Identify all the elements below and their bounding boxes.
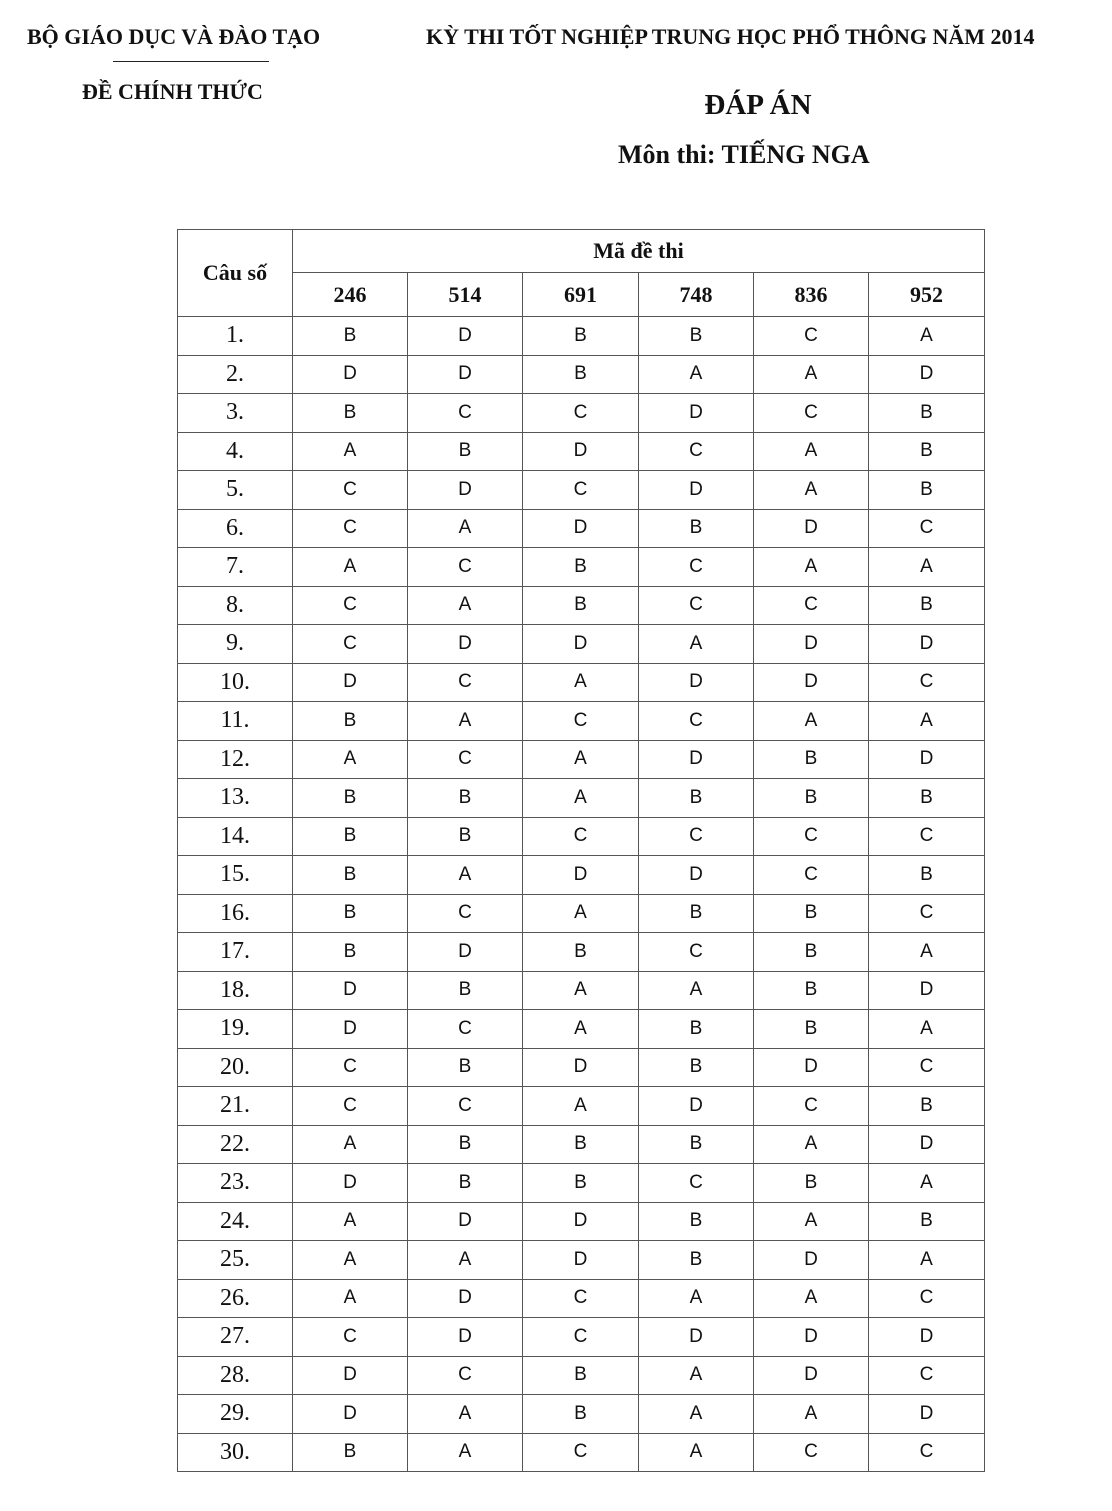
exam-code-952: 952 [869, 273, 985, 317]
question-number: 17. [178, 933, 293, 972]
answer-cell: A [869, 317, 985, 356]
answer-cell: A [639, 355, 754, 394]
answer-cell: A [639, 1433, 754, 1472]
answer-cell: D [408, 355, 523, 394]
table-row [178, 933, 985, 972]
table-row [178, 471, 985, 510]
question-number: 13. [178, 779, 293, 818]
answer-cell: C [639, 702, 754, 741]
answer-cell: B [408, 1125, 523, 1164]
answer-cell: C [293, 586, 408, 625]
answer-cell: D [869, 1318, 985, 1357]
answer-cell: A [639, 1279, 754, 1318]
answer-cell: C [869, 1356, 985, 1395]
answer-cell: D [639, 1318, 754, 1357]
answer-cell: B [408, 971, 523, 1010]
answer-cell: A [639, 1395, 754, 1434]
answer-cell: D [754, 663, 869, 702]
answer-cell: A [869, 548, 985, 587]
answer-cell: A [754, 1125, 869, 1164]
answer-cell: A [869, 1164, 985, 1203]
answer-cell: C [639, 548, 754, 587]
question-number: 1. [178, 317, 293, 356]
answer-cell: A [293, 1279, 408, 1318]
answer-cell: D [523, 509, 639, 548]
answer-cell: C [869, 509, 985, 548]
answer-cell: B [869, 586, 985, 625]
answer-cell: D [754, 1318, 869, 1357]
answer-cell: D [293, 1164, 408, 1203]
answer-cell: B [293, 894, 408, 933]
answer-cell: C [293, 509, 408, 548]
answer-cell: B [523, 1164, 639, 1203]
question-number: 26. [178, 1279, 293, 1318]
exam-code-514: 514 [408, 273, 523, 317]
answer-cell: A [523, 894, 639, 933]
question-number: 15. [178, 856, 293, 895]
answer-cell: C [869, 663, 985, 702]
exam-code-246: 246 [293, 273, 408, 317]
answer-cell: D [408, 1279, 523, 1318]
answer-cell: D [869, 971, 985, 1010]
answer-cell: B [523, 586, 639, 625]
answer-cell: A [408, 702, 523, 741]
answer-cell: D [639, 740, 754, 779]
question-number: 2. [178, 355, 293, 394]
answer-cell: C [639, 586, 754, 625]
answer-cell: B [523, 355, 639, 394]
answer-cell: C [408, 740, 523, 779]
table-row [178, 432, 985, 471]
table-row [178, 1241, 985, 1280]
answer-cell: C [754, 317, 869, 356]
answer-cell: B [293, 317, 408, 356]
subject-line [618, 140, 870, 170]
answer-cell: C [754, 1087, 869, 1126]
question-number: 21. [178, 1087, 293, 1126]
answer-cell: D [869, 1395, 985, 1434]
answer-cell: B [869, 856, 985, 895]
official-label: ĐỀ CHÍNH THỨC [82, 79, 263, 104]
table-row [178, 740, 985, 779]
answer-cell: C [408, 894, 523, 933]
answer-cell: B [639, 779, 754, 818]
answer-cell: B [408, 432, 523, 471]
answer-cell: C [408, 1356, 523, 1395]
table-row [178, 856, 985, 895]
answer-cell: B [639, 1202, 754, 1241]
question-number: 12. [178, 740, 293, 779]
answer-cell: C [408, 1087, 523, 1126]
table-row [178, 1125, 985, 1164]
answer-cell: C [523, 1318, 639, 1357]
answer-cell: A [408, 509, 523, 548]
table-row [178, 1318, 985, 1357]
answer-cell: C [523, 394, 639, 433]
answer-cell: D [754, 1048, 869, 1087]
ministry-underline [113, 61, 269, 62]
exam-title: KỲ THI TỐT NGHIỆP TRUNG HỌC PHỔ THÔNG NĂM 2014 [426, 24, 1035, 49]
answer-cell: A [293, 1125, 408, 1164]
question-number: 6. [178, 509, 293, 548]
answer-cell: D [408, 317, 523, 356]
answer-cell: C [293, 625, 408, 664]
answer-cell: D [639, 856, 754, 895]
answer-cell: D [639, 394, 754, 433]
answer-cell: B [754, 933, 869, 972]
question-number: 30. [178, 1433, 293, 1472]
question-number: 16. [178, 894, 293, 933]
question-number: 18. [178, 971, 293, 1010]
answer-cell: A [754, 702, 869, 741]
answer-cell: D [869, 355, 985, 394]
answer-cell: C [869, 1433, 985, 1472]
answer-cell: D [639, 663, 754, 702]
table-row [178, 779, 985, 818]
table-row [178, 317, 985, 356]
answer-cell: C [293, 1087, 408, 1126]
answer-cell: A [523, 1087, 639, 1126]
answer-cell: C [408, 394, 523, 433]
table-row [178, 894, 985, 933]
table-row [178, 394, 985, 433]
answer-cell: C [639, 1164, 754, 1203]
table-row [178, 586, 985, 625]
answer-cell: C [523, 702, 639, 741]
answer-cell: C [639, 817, 754, 856]
answer-cell: D [408, 471, 523, 510]
table-row [178, 1087, 985, 1126]
answer-cell: B [293, 933, 408, 972]
answer-cell: C [293, 471, 408, 510]
answer-cell: C [869, 894, 985, 933]
answer-cell: D [293, 355, 408, 394]
answer-cell: A [523, 663, 639, 702]
answer-cell: B [523, 1356, 639, 1395]
answer-cell: B [639, 1010, 754, 1049]
question-number: 9. [178, 625, 293, 664]
table-row [178, 1433, 985, 1472]
question-number: 25. [178, 1241, 293, 1280]
question-number: 7. [178, 548, 293, 587]
answer-cell: B [754, 894, 869, 933]
question-number: 22. [178, 1125, 293, 1164]
answer-cell: D [293, 663, 408, 702]
answer-cell: C [639, 933, 754, 972]
answer-cell: A [293, 1202, 408, 1241]
answer-cell: C [754, 817, 869, 856]
subject-label: Môn thi: [618, 140, 716, 169]
answer-cell: B [408, 817, 523, 856]
answer-cell: C [869, 1048, 985, 1087]
answer-cell: C [408, 663, 523, 702]
answer-cell: A [754, 432, 869, 471]
answer-cell: A [754, 548, 869, 587]
answer-cell: A [408, 856, 523, 895]
answer-cell: B [523, 933, 639, 972]
table-row [178, 509, 985, 548]
table-row [178, 1279, 985, 1318]
answer-cell: A [754, 471, 869, 510]
answer-title: ĐÁP ÁN [704, 89, 812, 121]
answer-cell: B [754, 1010, 869, 1049]
answer-cell: A [639, 1356, 754, 1395]
answer-cell: B [293, 779, 408, 818]
answer-cell: B [754, 779, 869, 818]
question-number: 24. [178, 1202, 293, 1241]
answer-cell: B [408, 1164, 523, 1203]
table-row [178, 971, 985, 1010]
answer-cell: A [408, 586, 523, 625]
question-number: 23. [178, 1164, 293, 1203]
answer-cell: A [869, 933, 985, 972]
answer-cell: C [523, 1279, 639, 1318]
answer-cell: C [408, 1010, 523, 1049]
answer-cell: B [869, 1087, 985, 1126]
exam-code-691: 691 [523, 273, 639, 317]
answer-cell: C [523, 471, 639, 510]
answer-cell: A [869, 1241, 985, 1280]
answer-cell: D [523, 1048, 639, 1087]
table-row [178, 663, 985, 702]
question-number: 11. [178, 702, 293, 741]
answer-cell: B [293, 702, 408, 741]
table-row [178, 1048, 985, 1087]
answer-cell: B [869, 1202, 985, 1241]
answer-cell: B [293, 1433, 408, 1472]
answer-cell: B [639, 894, 754, 933]
answer-cell: C [523, 817, 639, 856]
question-number: 28. [178, 1356, 293, 1395]
answer-cell: B [523, 1125, 639, 1164]
exam-code-748: 748 [639, 273, 754, 317]
answer-cell: B [293, 394, 408, 433]
answer-cell: D [408, 625, 523, 664]
table-row [178, 1202, 985, 1241]
question-number: 14. [178, 817, 293, 856]
answer-cell: B [408, 1048, 523, 1087]
answer-cell: B [869, 394, 985, 433]
table-row [178, 702, 985, 741]
question-number: 29. [178, 1395, 293, 1434]
question-number: 10. [178, 663, 293, 702]
answer-cell: C [754, 586, 869, 625]
answer-cell: C [639, 432, 754, 471]
answer-cell: B [754, 1164, 869, 1203]
answer-cell: A [408, 1395, 523, 1434]
answer-cell: A [523, 1010, 639, 1049]
answer-cell: D [293, 1395, 408, 1434]
exam-code-header: Mã đề thi [293, 230, 985, 273]
answer-cell: B [293, 817, 408, 856]
answer-cell: A [639, 625, 754, 664]
answer-cell: D [293, 1356, 408, 1395]
answer-cell: A [293, 740, 408, 779]
answer-cell: B [639, 1048, 754, 1087]
answer-cell: B [523, 317, 639, 356]
answer-cell: B [754, 740, 869, 779]
answer-cell: C [408, 548, 523, 587]
table-row [178, 1395, 985, 1434]
answer-table [177, 229, 985, 1472]
table-row [178, 817, 985, 856]
answer-cell: B [523, 548, 639, 587]
answer-cell: A [523, 971, 639, 1010]
answer-cell: C [523, 1433, 639, 1472]
answer-cell: B [408, 779, 523, 818]
question-number: 8. [178, 586, 293, 625]
answer-cell: A [523, 740, 639, 779]
answer-cell: A [408, 1241, 523, 1280]
answer-cell: A [754, 1202, 869, 1241]
answer-cell: D [408, 933, 523, 972]
answer-cell: D [869, 625, 985, 664]
answer-cell: D [523, 432, 639, 471]
answer-cell: B [639, 1241, 754, 1280]
answer-cell: A [754, 355, 869, 394]
answer-cell: D [408, 1202, 523, 1241]
question-number: 3. [178, 394, 293, 433]
table-row [178, 548, 985, 587]
table-row [178, 625, 985, 664]
answer-cell: D [293, 971, 408, 1010]
exam-code-836: 836 [754, 273, 869, 317]
answer-cell: B [869, 779, 985, 818]
answer-cell: D [869, 740, 985, 779]
answer-cell: C [754, 394, 869, 433]
table-row [178, 1356, 985, 1395]
answer-cell: D [754, 1356, 869, 1395]
table-row [178, 355, 985, 394]
answer-cell: A [293, 548, 408, 587]
answer-cell: D [754, 1241, 869, 1280]
answer-cell: D [754, 509, 869, 548]
answer-cell: D [293, 1010, 408, 1049]
answer-cell: A [869, 1010, 985, 1049]
answer-cell: B [869, 471, 985, 510]
answer-cell: A [293, 1241, 408, 1280]
answer-cell: B [754, 971, 869, 1010]
answer-cell: A [639, 971, 754, 1010]
answer-cell: B [869, 432, 985, 471]
answer-cell: D [523, 1241, 639, 1280]
question-number: 20. [178, 1048, 293, 1087]
question-number: 4. [178, 432, 293, 471]
answer-cell: A [293, 432, 408, 471]
answer-cell: B [523, 1395, 639, 1434]
answer-cell: D [869, 1125, 985, 1164]
answer-cell: A [523, 779, 639, 818]
answer-cell: C [869, 1279, 985, 1318]
answer-cell: A [869, 702, 985, 741]
answer-cell: A [408, 1433, 523, 1472]
table-row [178, 1010, 985, 1049]
question-number: 19. [178, 1010, 293, 1049]
answer-cell: C [293, 1048, 408, 1087]
subject-name: TIẾNG NGA [721, 140, 870, 169]
answer-cell: D [523, 1202, 639, 1241]
answer-cell: B [293, 856, 408, 895]
answer-cell: B [639, 509, 754, 548]
answer-cell: B [639, 1125, 754, 1164]
answer-cell: D [523, 625, 639, 664]
answer-cell: D [523, 856, 639, 895]
answer-cell: D [639, 1087, 754, 1126]
answer-cell: B [639, 317, 754, 356]
question-number: 27. [178, 1318, 293, 1357]
table-row [178, 1164, 985, 1203]
answer-cell: D [754, 625, 869, 664]
answer-cell: C [869, 817, 985, 856]
answer-cell: C [754, 1433, 869, 1472]
question-number-header: Câu số [178, 230, 293, 317]
answer-cell: A [754, 1395, 869, 1434]
answer-cell: A [754, 1279, 869, 1318]
answer-cell: C [754, 856, 869, 895]
question-number: 5. [178, 471, 293, 510]
answer-cell: D [639, 471, 754, 510]
answer-cell: C [293, 1318, 408, 1357]
ministry-name: BỘ GIÁO DỤC VÀ ĐÀO TẠO [27, 24, 321, 49]
answer-cell: D [408, 1318, 523, 1357]
